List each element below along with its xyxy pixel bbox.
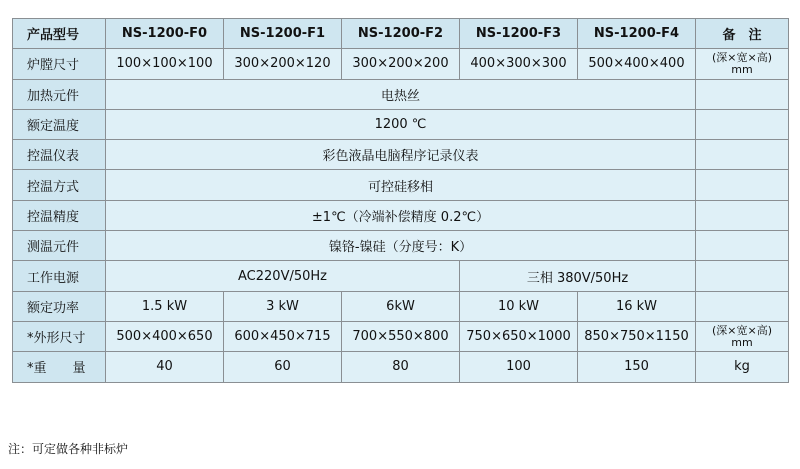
table-row xyxy=(13,321,789,351)
remark-cell xyxy=(696,321,789,351)
row-label: 额定功率 xyxy=(13,291,106,321)
value-cell: 40 xyxy=(106,352,224,382)
remark-cell xyxy=(696,49,789,79)
table-row xyxy=(13,140,789,170)
value-cell: 80 xyxy=(342,352,460,382)
value-cell: ±1℃（冷端补偿精度 0.2℃） xyxy=(106,200,696,230)
remark-dims: (深×宽×高) xyxy=(711,50,773,64)
value-cell: 彩色液晶电脑程序记录仪表 xyxy=(106,140,696,170)
remark-cell xyxy=(696,200,789,230)
table-row xyxy=(13,261,789,291)
value-cell: 850×750×1150 xyxy=(578,321,696,351)
row-label: 控温仪表 xyxy=(13,140,106,170)
value-cell: 100 xyxy=(460,352,578,382)
value-cell: 150 xyxy=(578,352,696,382)
value-cell: 电热丝 xyxy=(106,79,696,109)
value-cell: 10 kW xyxy=(460,291,578,321)
spec-table xyxy=(12,18,789,383)
row-label: 炉膛尺寸 xyxy=(13,49,106,79)
remark-cell xyxy=(696,170,789,200)
row-label: 额定温度 xyxy=(13,109,106,139)
row-label: *重 量 xyxy=(13,352,106,382)
value-cell: 600×450×715 xyxy=(224,321,342,351)
value-cell: 3 kW xyxy=(224,291,342,321)
row-label: 测温元件 xyxy=(13,231,106,261)
row-label: 控温方式 xyxy=(13,170,106,200)
value-cell: 1.5 kW xyxy=(106,291,224,321)
header-row xyxy=(13,19,789,49)
row-label: 加热元件 xyxy=(13,79,106,109)
table-row xyxy=(13,352,789,382)
value-cell: 750×650×1000 xyxy=(460,321,578,351)
remark-cell: kg xyxy=(696,352,789,382)
row-label: 工作电源 xyxy=(13,261,106,291)
model-cell: NS-1200-F1 xyxy=(224,19,342,49)
table-row xyxy=(13,79,789,109)
value-cell: 500×400×650 xyxy=(106,321,224,351)
remark-unit: mm xyxy=(731,62,753,76)
value-cell: 可控硅移相 xyxy=(106,170,696,200)
value-cell: 60 xyxy=(224,352,342,382)
model-cell: NS-1200-F2 xyxy=(342,19,460,49)
value-cell: 三相 380V/50Hz xyxy=(460,261,696,291)
remark-cell xyxy=(696,231,789,261)
model-cell: NS-1200-F3 xyxy=(460,19,578,49)
model-cell: NS-1200-F0 xyxy=(106,19,224,49)
footnote: 注：可定做各种非标炉 xyxy=(8,442,129,456)
table-row xyxy=(13,49,789,79)
remark-cell xyxy=(696,261,789,291)
remark-header: 备 注 xyxy=(696,19,789,49)
table-row xyxy=(13,291,789,321)
table-row xyxy=(13,170,789,200)
value-cell: 6kW xyxy=(342,291,460,321)
row-label: *外形尺寸 xyxy=(13,321,106,351)
table-row xyxy=(13,200,789,230)
value-cell: 镍铬-镍硅（分度号：K） xyxy=(106,231,696,261)
table-row xyxy=(13,231,789,261)
remark-cell xyxy=(696,291,789,321)
row-label: 控温精度 xyxy=(13,200,106,230)
remark-unit: mm xyxy=(731,335,753,349)
value-cell: 300×200×200 xyxy=(342,49,460,79)
remark-dims: (深×宽×高) xyxy=(711,323,773,337)
value-cell: 1200 ℃ xyxy=(106,109,696,139)
remark-cell xyxy=(696,109,789,139)
value-cell: 100×100×100 xyxy=(106,49,224,79)
value-cell: 400×300×300 xyxy=(460,49,578,79)
table-row xyxy=(13,109,789,139)
value-cell: 16 kW xyxy=(578,291,696,321)
remark-cell xyxy=(696,79,789,109)
row-label: 产品型号 xyxy=(13,19,106,49)
remark-cell xyxy=(696,140,789,170)
value-cell: 500×400×400 xyxy=(578,49,696,79)
value-cell: 700×550×800 xyxy=(342,321,460,351)
value-cell: AC220V/50Hz xyxy=(106,261,460,291)
model-cell: NS-1200-F4 xyxy=(578,19,696,49)
value-cell: 300×200×120 xyxy=(224,49,342,79)
